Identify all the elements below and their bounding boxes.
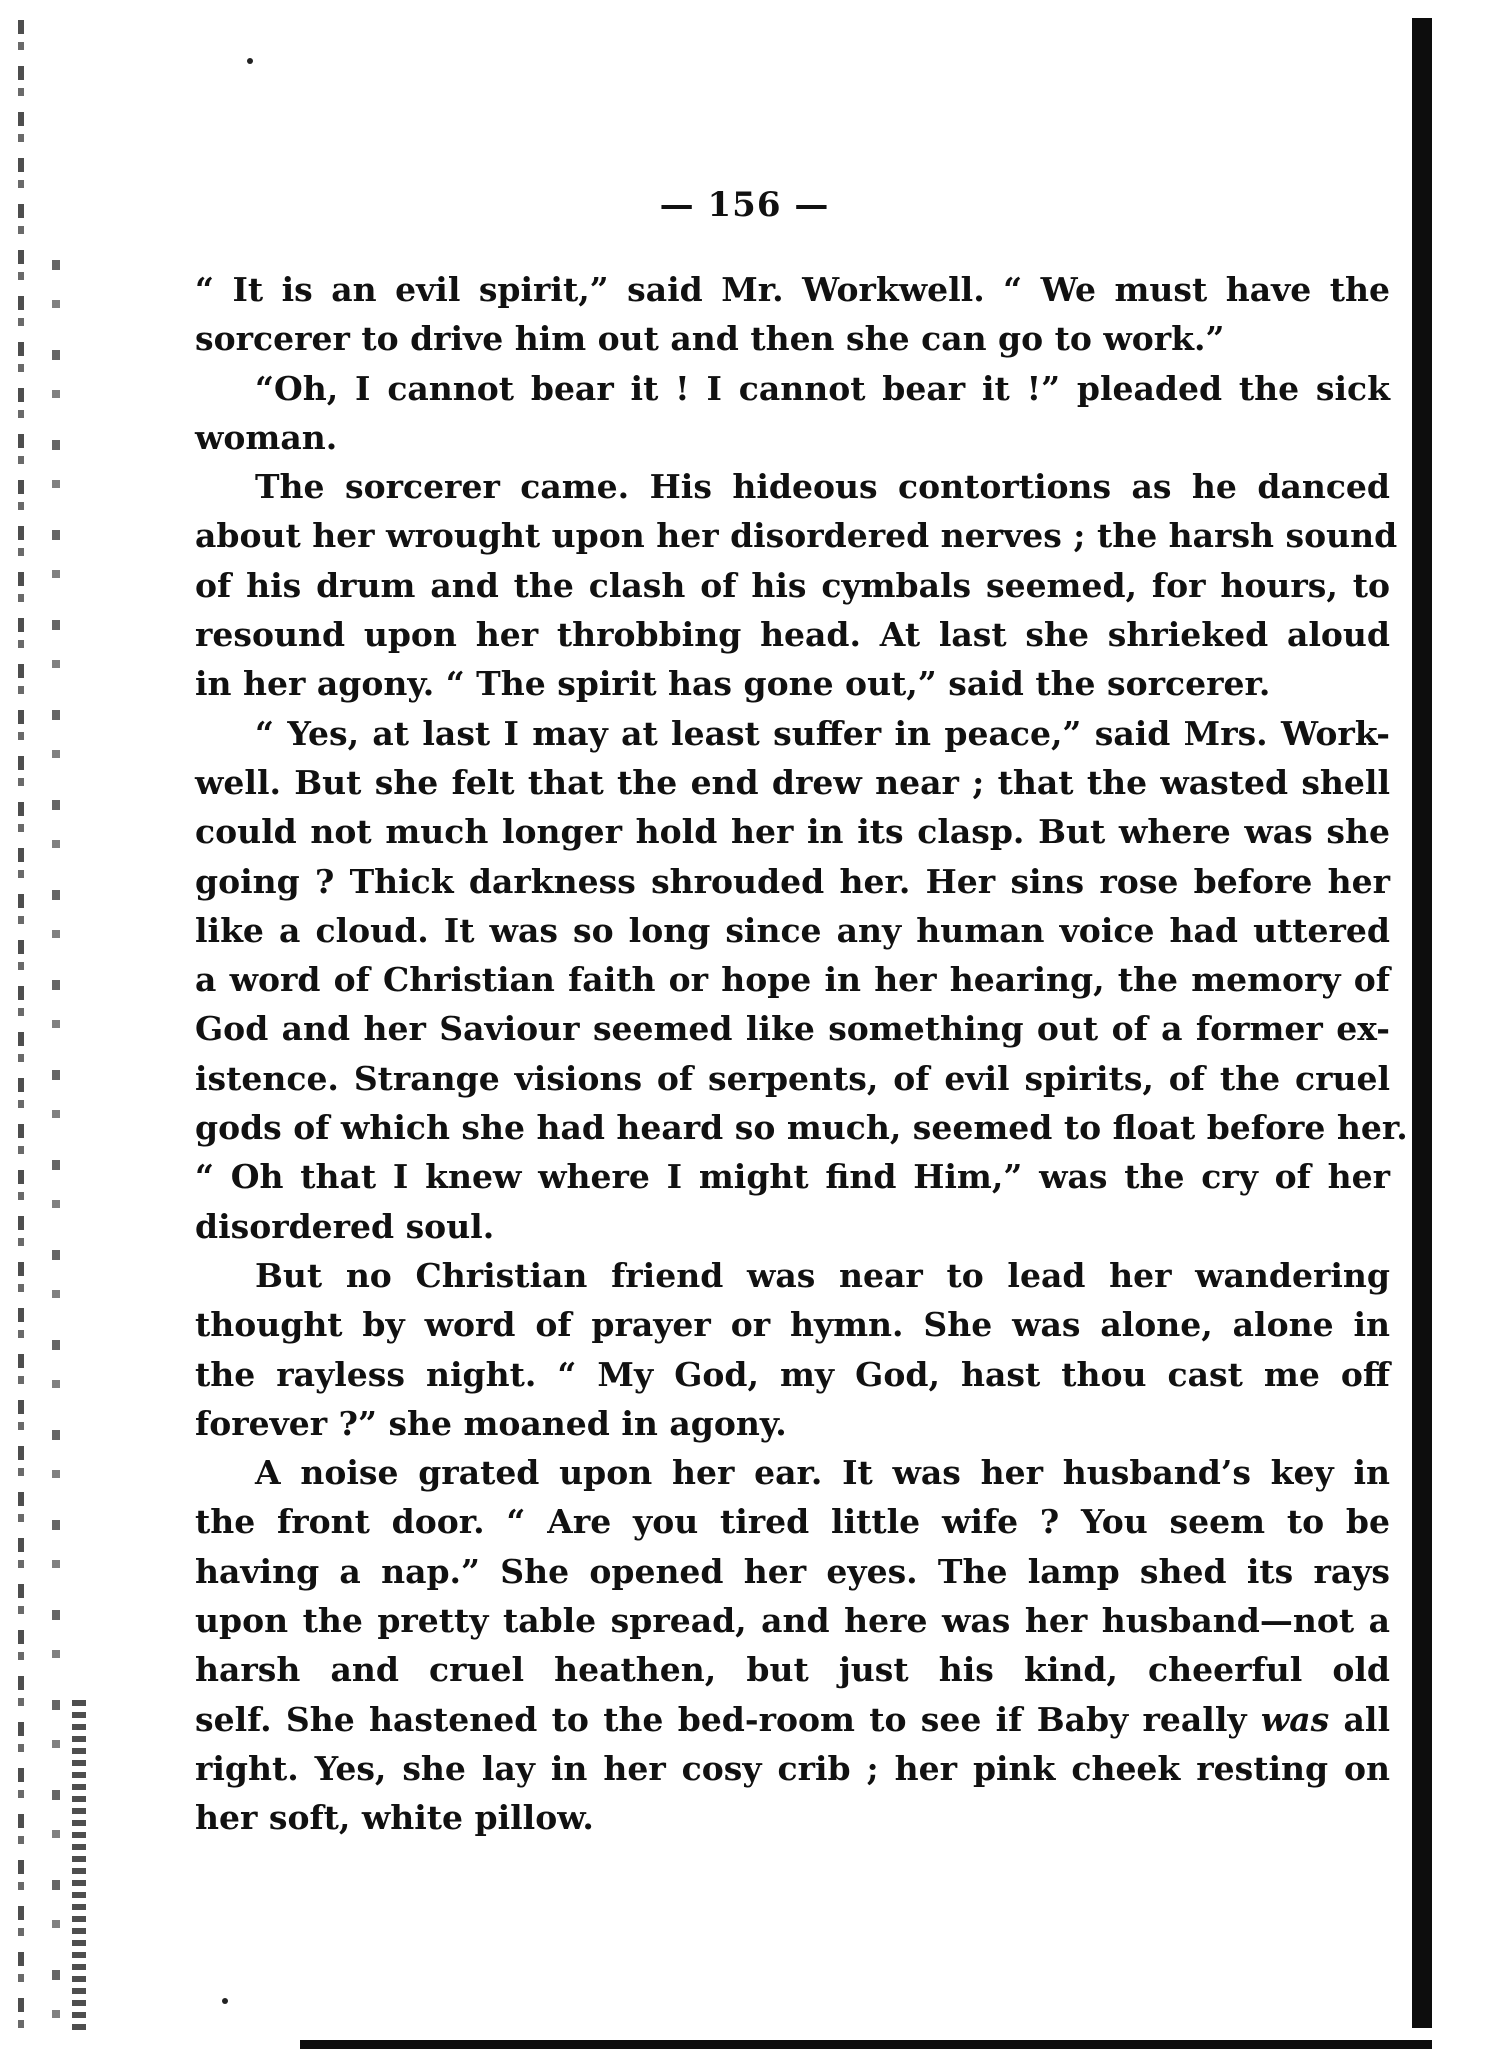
text-line-segment: all bbox=[1329, 1699, 1390, 1739]
speck bbox=[247, 58, 253, 64]
text-line: harsh and cruel heathen, but just his kind, cheerful old bbox=[195, 1650, 1390, 1690]
page-number: — 156 — bbox=[659, 185, 830, 225]
text-line: “Oh, I cannot bear it ! I cannot bear it !” pleaded the sick bbox=[255, 368, 1390, 408]
text-line: of his drum and the clash of his cymbals seemed, for hours, to bbox=[195, 565, 1390, 605]
text-line: well. But she felt that the end drew near ; that the wasted shell bbox=[195, 762, 1390, 802]
text-line: the rayless night. “ My God, my God, hast thou cast me off bbox=[195, 1354, 1390, 1394]
text-line: going ? Thick darkness shrouded her. Her sins rose before her bbox=[195, 861, 1390, 901]
text-line: her soft, white pillow. bbox=[195, 1798, 594, 1838]
binding-gutter bbox=[0, 0, 110, 2062]
text-line: sorcerer to drive him out and then she can go to work.” bbox=[195, 319, 1225, 359]
text-line-segment: self. She hastened to the bed-room to see if Baby really bbox=[195, 1699, 1261, 1739]
gutter-noise bbox=[18, 20, 24, 2040]
italic-word: was bbox=[1260, 1699, 1330, 1739]
text-line: The sorcerer came. His hideous contortions as he danced bbox=[255, 467, 1390, 507]
text-line: “ Yes, at last I may at least suffer in peace,” said Mrs. Work- bbox=[255, 713, 1390, 753]
text-line: right. Yes, she lay in her cosy crib ; her pink cheek resting on bbox=[195, 1748, 1390, 1788]
text-line: “ Oh that I knew where I might find Him,” was the cry of her bbox=[195, 1157, 1390, 1197]
text-line: istence. Strange visions of serpents, of evil spirits, of the cruel bbox=[195, 1058, 1390, 1098]
text-line: But no Christian friend was near to lead her wandering bbox=[255, 1255, 1390, 1295]
speck bbox=[222, 1998, 228, 2004]
text-line: gods of which she had heard so much, seemed to float before her. bbox=[195, 1108, 1408, 1148]
text-line: A noise grated upon her ear. It was her husband’s key in bbox=[255, 1453, 1390, 1493]
page-bottom-edge bbox=[300, 2040, 1432, 2049]
text-line: woman. bbox=[195, 417, 338, 457]
text-line: God and her Saviour seemed like something out of a former ex- bbox=[195, 1009, 1390, 1049]
text-line: “ It is an evil spirit,” said Mr. Workwell. “ We must have the bbox=[195, 270, 1390, 309]
text-line: having a nap.” She opened her eyes. The lamp shed its rays bbox=[195, 1551, 1390, 1591]
text-line: thought by word of prayer or hymn. She was alone, alone in bbox=[195, 1305, 1390, 1345]
gutter-noise bbox=[52, 260, 60, 2040]
text-line: could not much longer hold her in its clasp. But where was she bbox=[195, 812, 1390, 852]
text-line-with-italic bbox=[195, 1695, 1390, 1744]
text-line: the front door. “ Are you tired little wife ? You seem to be bbox=[195, 1502, 1390, 1542]
text-line: forever ?” she moaned in agony. bbox=[195, 1403, 787, 1443]
text-line: a word of Christian faith or hope in her hearing, the memory of bbox=[195, 960, 1390, 1000]
gutter-noise bbox=[72, 1700, 86, 2030]
page-right-edge bbox=[1412, 18, 1432, 2028]
text-line: about her wrought upon her disordered nerves ; the harsh sound bbox=[195, 516, 1398, 556]
text-line: upon the pretty table spread, and here was her husband—not a bbox=[195, 1601, 1390, 1641]
page-body-text bbox=[195, 265, 1408, 1843]
text-line: like a cloud. It was so long since any human voice had uttered bbox=[195, 910, 1390, 950]
text-line: resound upon her throbbing head. At last she shrieked aloud bbox=[195, 615, 1390, 655]
text-line: in her agony. “ The spirit has gone out,” said the sorcerer. bbox=[195, 664, 1271, 704]
text-line: disordered soul. bbox=[195, 1206, 495, 1246]
